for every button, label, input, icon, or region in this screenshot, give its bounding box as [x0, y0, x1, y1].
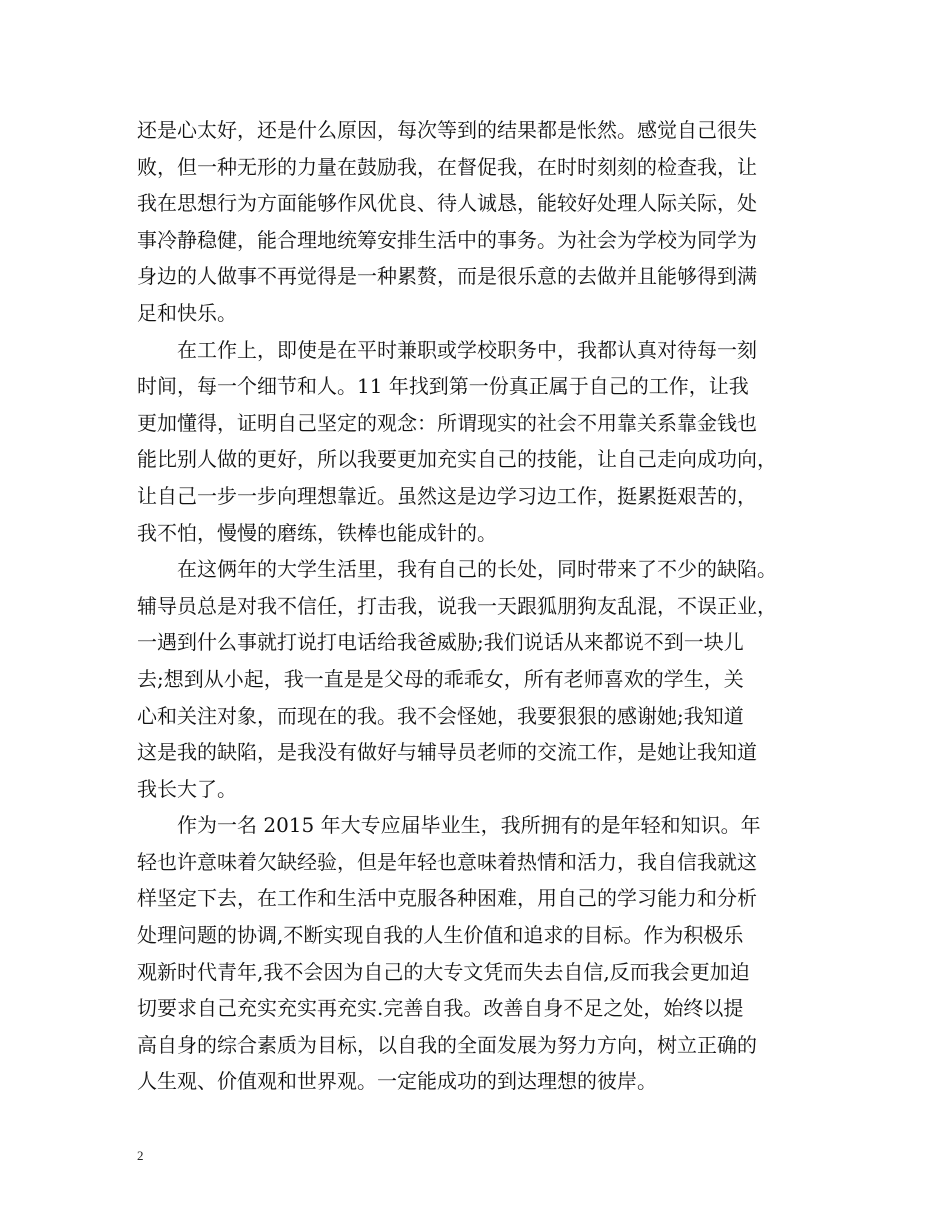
- page-number: 2: [137, 1148, 144, 1163]
- text-line: 观新时代青年,我不会因为自己的大专文凭而失去自信,反而我会更加迫: [137, 959, 750, 984]
- text-line: 一遇到什么事就打说打电话给我爸威胁;我们说话从来都说不到一块儿: [137, 630, 744, 655]
- text-line: 在这俩年的大学生活里，我有自己的长处，同时带来了不少的缺陷。: [137, 557, 777, 582]
- text-line: 身边的人做事不再觉得是一种累赘，而是很乐意的去做并且能够得到满: [137, 264, 757, 289]
- text-line: 样坚定下去，在工作和生活中克服各种困难，用自己的学习能力和分析: [137, 886, 757, 911]
- text-line: 处理问题的协调,不断实现自我的人生价值和追求的目标。作为积极乐: [137, 923, 744, 948]
- document-body: [137, 112, 817, 1100]
- text-line: 事冷静稳健，能合理地统筹安排生活中的事务。为社会为学校为同学为: [137, 227, 757, 252]
- text-line: 辅导员总是对我不信任，打击我，说我一天跟狐朋狗友乱混，不误正业，: [137, 593, 777, 618]
- text-line: 我在思想行为方面能够作风优良、待人诚恳，能较好处理人际关际，处: [137, 191, 757, 216]
- text-line: 我不怕，慢慢的磨练，铁棒也能成针的。: [137, 520, 497, 545]
- text-line: 高自身的综合素质为目标，以自我的全面发展为努力方向，树立正确的: [137, 1032, 757, 1057]
- text-line: 人生观、价值观和世界观。一定能成功的到达理想的彼岸。: [137, 1069, 657, 1094]
- text-line: 这是我的缺陷，是我没有做好与辅导员老师的交流工作，是她让我知道: [137, 740, 757, 765]
- text-line: 在工作上，即使是在平时兼职或学校职务中，我都认真对待每一刻: [137, 337, 757, 362]
- text-line: 让自己一步一步向理想靠近。虽然这是边学习边工作，挺累挺艰苦的，: [137, 483, 757, 508]
- text-line: 时间，每一个细节和人。11 年找到第一份真正属于自己的工作，让我: [137, 374, 749, 399]
- text-line: 去;想到从小起，我一直是是父母的乖乖女，所有老师喜欢的学生，关: [137, 666, 744, 691]
- text-line: 足和快乐。: [137, 300, 237, 325]
- text-line: 作为一名 2015 年大专应届毕业生，我所拥有的是年轻和知识。年: [137, 813, 761, 838]
- text-line: 我长大了。: [137, 776, 237, 801]
- text-line: 轻也许意味着欠缺经验，但是年轻也意味着热情和活力，我自信我就这: [137, 849, 757, 874]
- text-line: 更加懂得，证明自己坚定的观念：所谓现实的社会不用靠关系靠金钱也: [137, 410, 757, 435]
- text-line: 败，但一种无形的力量在鼓励我，在督促我，在时时刻刻的检查我，让: [137, 154, 757, 179]
- text-line: 心和关注对象，而现在的我。我不会怪她，我要狠狠的感谢她;我知道: [137, 703, 744, 728]
- text-line: 能比别人做的更好，所以我要更加充实自己的技能，让自己走向成功向，: [137, 447, 777, 472]
- text-line: 还是心太好，还是什么原因，每次等到的结果都是怅然。感觉自己很失: [137, 118, 757, 142]
- text-line: 切要求自己充实充实再充实.完善自我。改善自身不足之处，始终以提: [137, 996, 744, 1021]
